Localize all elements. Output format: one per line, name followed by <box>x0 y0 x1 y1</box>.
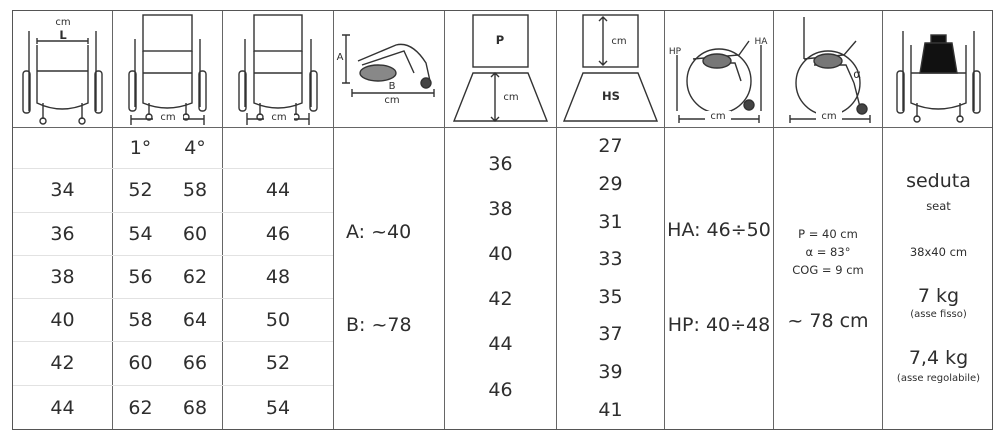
wheelchair-side-angle-icon <box>774 11 882 128</box>
icon-label: B <box>388 81 396 92</box>
seat-width-value: 44 <box>50 396 75 419</box>
backrest-height-value: 33 <box>598 247 623 270</box>
icon-label: A <box>336 51 344 63</box>
overall-width-value: 52 <box>265 352 291 375</box>
frame-width-value: 60 <box>128 352 153 375</box>
icon-label: cm <box>384 95 400 106</box>
overall-width-value: 50 <box>265 308 291 331</box>
center-of-gravity-spec: COG = 9 cm <box>792 262 864 277</box>
wheelchair-weight-icon <box>883 11 994 128</box>
overall-width-value: 54 <box>265 396 291 419</box>
frame-width-value: 62 <box>128 396 153 419</box>
backrest-height-value: 41 <box>598 398 623 421</box>
icon-label: P <box>495 32 505 47</box>
seat-width-value: 38 <box>50 265 75 288</box>
backrest-height-value: 39 <box>598 360 623 383</box>
icon-label: α <box>853 66 861 81</box>
seat-width-value: 34 <box>50 179 75 202</box>
weight-fixed-axle: 7 kg <box>917 284 960 307</box>
rear-seat-height: HP: 40÷48 <box>667 313 771 336</box>
seat-depth-value: 40 <box>488 242 513 265</box>
icon-label: cm <box>611 35 627 47</box>
seat-width-value: 36 <box>50 222 75 245</box>
wheelchair-side-heights-icon <box>665 11 773 128</box>
icon-label: cm <box>264 111 294 123</box>
backrest-height-value: 35 <box>598 285 623 308</box>
icon-label: L <box>59 27 67 42</box>
folded-dimension-b: B: ~78 <box>346 313 412 336</box>
seat-depth-value: 44 <box>488 332 513 355</box>
seat-depth-spec: P = 40 cm <box>798 226 858 241</box>
front-seat-height: HA: 46÷50 <box>667 218 771 241</box>
overall-width-value: 46 <box>265 222 291 245</box>
specs-table <box>12 10 993 430</box>
seat-frame-width-wheelchair-front-icon <box>223 11 333 128</box>
folded-wheelchair-side-dimensions-icon <box>334 11 444 128</box>
backrest-height-diagram-icon <box>557 11 664 128</box>
seat-depth-value: 38 <box>488 197 513 220</box>
frame-width-value: 60 <box>182 222 208 245</box>
frame-width-value: 58 <box>128 308 153 331</box>
seat-width-wheelchair-front-icon <box>13 11 112 128</box>
folded-dimension-a: A: ~40 <box>346 220 412 243</box>
backrest-height-value: 37 <box>598 322 623 345</box>
weight-adjustable-axle-note: (asse regolabile) <box>896 372 981 384</box>
seat-width-value: 40 <box>50 308 75 331</box>
icon-label: cm <box>153 111 183 123</box>
frame-width-value: 58 <box>182 179 208 202</box>
seat-depth-value: 46 <box>488 378 513 401</box>
frame-width-wheelchair-front-icon <box>113 11 222 128</box>
icon-label: cm <box>55 16 71 28</box>
backrest-height-value: 27 <box>598 134 623 157</box>
frame-width-header: 4° <box>184 136 206 159</box>
icon-label: HP <box>668 46 682 57</box>
icon-label: HS <box>602 88 620 103</box>
weight-seat-subtitle: seat <box>926 198 951 213</box>
overall-width-value: 44 <box>265 179 291 202</box>
frame-width-value: 54 <box>128 222 153 245</box>
seat-depth-value: 36 <box>488 152 513 175</box>
icon-label: cm <box>503 91 519 103</box>
backrest-height-value: 29 <box>598 172 623 195</box>
overall-width-value: 48 <box>265 265 291 288</box>
frame-width-value: 64 <box>182 308 208 331</box>
frame-width-header: 1° <box>129 136 152 159</box>
weight-seat-title: seduta <box>906 169 971 192</box>
icon-label: cm <box>816 111 842 122</box>
seat-depth-value: 42 <box>488 287 513 310</box>
frame-angle-spec: α = 83° <box>805 244 851 259</box>
frame-width-value: 52 <box>128 179 153 202</box>
frame-width-value: 66 <box>182 352 208 375</box>
backrest-height-value: 31 <box>598 210 623 233</box>
seat-width-value: 42 <box>50 352 75 375</box>
overall-length-spec: ~ 78 cm <box>787 309 869 332</box>
weight-fixed-axle-note: (asse fisso) <box>910 308 967 320</box>
frame-width-value: 62 <box>182 265 208 288</box>
weight-seat-size: 38x40 cm <box>909 244 968 259</box>
frame-width-value: 68 <box>182 396 208 419</box>
icon-label: HA <box>754 36 768 47</box>
frame-width-value: 56 <box>128 265 153 288</box>
seat-depth-diagram-icon <box>445 11 556 128</box>
weight-adjustable-axle: 7,4 kg <box>908 346 969 369</box>
icon-label: cm <box>705 111 731 122</box>
